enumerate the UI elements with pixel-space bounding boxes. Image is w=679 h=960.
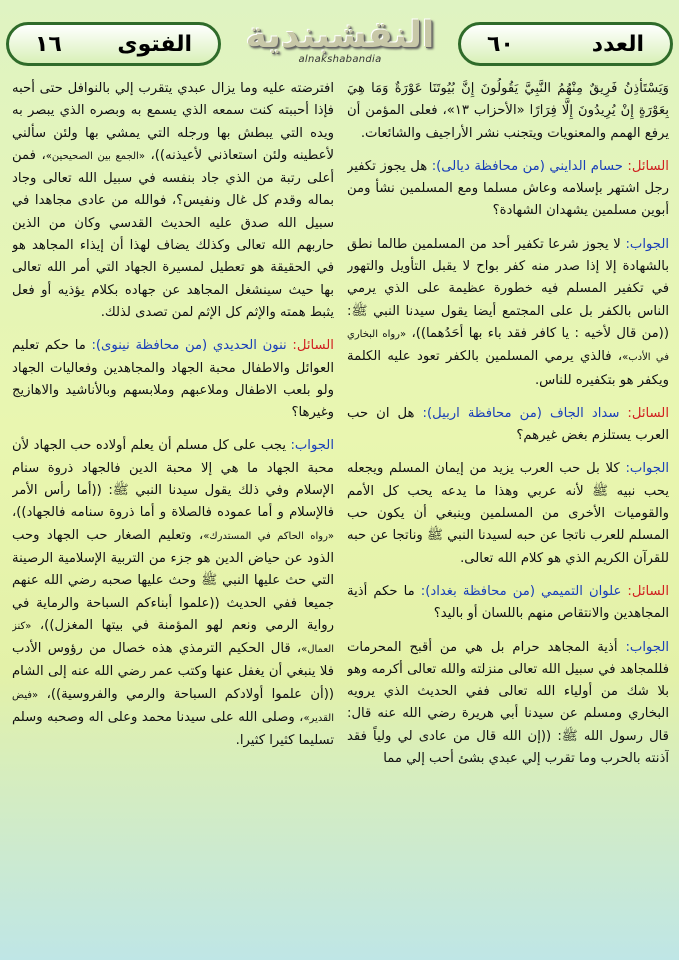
answer-3: [347, 637, 669, 771]
question-4: [12, 335, 334, 424]
answer-4: [12, 435, 334, 752]
right-column: [347, 78, 669, 956]
answer-text-4: ، وصلى الله على سيدنا محمد وعلى اله وصحبه وسلم تسليما كثيرا كثيرا.: [12, 710, 334, 749]
verse-reference: «الأحزاب ١٣»: [446, 103, 525, 119]
asker-label: السائل:: [627, 583, 669, 599]
answer-text: كلا بل حب العرب يزيد من إيمان المسلم ويجعله يحب نبيه ﷺ لأنه عربي وهذا ما يدعه يحب كل الأمم والقوميات الأخرى من المسلمين وينبغي أن يكون حب المسلم للعرب ناتجا عن حبه لسيدنا النبي ﷺ وناتجا عن حبه للقرآن الكريم الذي هو كلام الله تعالى.: [347, 461, 669, 566]
answer-text: لا يجوز شرعا تكفير أحد من المسلمين طالما نطق بالشهادة إلا إذا صدر منه كفر بواح لا يقبل التأويل والتهور في تكفير المسلم فيه خطورة عظيمة على الذي يرمي الناس بالكفر بل على المجتمع أيضا يقول سيدنا النبي ﷺ: ((من قال لأخيه : يا كافر فقد باء بها أحَدُهما))،: [347, 236, 669, 341]
question-text: ما حكم تعليم العوائل والاطفال محبة الجهاد والمجاهدين وفعاليات الجهاد ولو بلعب الاطفال وملاعبهم وملابسهم وبالأناشيد والاهازيج وغيرها؟: [12, 338, 334, 421]
hadith-reference-1: «رواه الحاكم في المستدرك»: [203, 530, 334, 542]
logo-title: النقشبندية: [245, 14, 435, 56]
issue-value: ٦٠: [487, 31, 514, 57]
asker-label: السائل:: [627, 405, 669, 421]
question-1: [347, 156, 669, 223]
continued-tail: ، فمن أعلى رتبة من الذي جاد بنفسه في سبيل الله تعالى وجاد بماله وقدم كل غال ونفيس؟، فوالله من عادى مجاهدا في سبيل الله صدق عليه الحديث القدسي وكان من الذين حاربهم الله تعالى وكذلك يضاف لهذا أن إيذاء المجاهد هو في الحقيقة هو تعطيل لمسيرة الجهاد التي أمر الله تعالى بها حيث سينشغل المجاهد عن جهاده بكلام يؤذيه أو فعل يثبط همته والإثم كل الإثم لمن تصدى لذلك.: [12, 147, 334, 320]
continued-text: افترضته عليه وما يزال عبدي يتقرب إلي بالنوافل حتى أحبه فإذا أحببته كنت سمعه الذي يسمع به وبصره الذي يبصر به ويده التي يبطش بها ورجله التي يمشي بها ولئن سألني لأعطينه ولئن استعاذني لأعيذنه))،: [12, 81, 334, 163]
issue-label: العدد: [591, 31, 644, 57]
hadith-reference: «رواه البخاري في الأدب»: [347, 328, 669, 364]
answer-label: الجواب:: [625, 236, 669, 252]
asker-label: السائل:: [292, 338, 334, 354]
answer-3-continued: [12, 78, 334, 324]
question-3: [347, 581, 669, 626]
hadith-reference-2: «كنز العمال»: [12, 620, 334, 656]
fatwa-label: الفتوى: [117, 31, 192, 57]
logo-url: alnakshabandia: [298, 53, 382, 65]
asker-name: حسام الدايني (من محافظة ديالى):: [431, 158, 623, 174]
hadith-reference: «الجمع بين الصحيحين»: [45, 150, 145, 162]
answer-label: الجواب:: [290, 438, 334, 454]
asker-label: السائل:: [627, 158, 669, 174]
answer-text-2: ، وتعليم الصغار حب الجهاد وحب الذود عن حياض الدين هو جزء من التربية الإسلامية الرصينة التي حث عليها النبي ﷺ وحث عليها صحبه رضي الله عنهم جميعا ففي الحديث ((علموا أبناءكم السباحة والرماية في رواية الرمي ونعم لهو المؤمنة في بيتها المغزل))،: [12, 527, 334, 633]
issue-number-badge: [458, 22, 673, 66]
answer-text-1: يجب على كل مسلم أن يعلم أولاده حب الجهاد لأن محبة الجهاد ما هي إلا محبة الدين فالجهاد ذروة سنام الإسلام وفي ذلك يقول سيدنا النبي ﷺ: ((أما رأس الأمر فالإسلام و أما عموده فالصلاة و أما ذروة سنامه فالجهاد))،: [12, 438, 334, 521]
answer-2: [347, 458, 669, 569]
fatwa-value: ١٦: [35, 31, 62, 57]
magazine-logo: [238, 8, 442, 72]
answer-text-3: ، قال الحكيم الترمذي هذه خصال من رؤوس الأدب فلا ينبغي أن يغفل عنها وكتب عمر رضي الله عنه إلى الشام ((أن علموا أولادكم السباحة والرمي والفروسية))،: [12, 641, 334, 702]
question-2: [347, 403, 669, 448]
quran-verse: وَيَسْتَأْذِنُ فَرِيقٌ مِنْهُمُ النَّبِيَّ يَقُولُونَ إِنَّ بُيُوتَنَا عَوْرَةٌ وَمَا هِيَ بِعَوْرَةٍ إِنْ يُرِيدُونَ إِلَّا فِرَارًا: [347, 81, 669, 119]
intro-paragraph: [347, 78, 669, 145]
intro-tail: ، فعلى المؤمن أن يرفع الهمم والمعنويات ويتجنب نشر الأراجيف والشائعات.: [347, 103, 669, 141]
question-text: هل ان حب العرب يستلزم بغض غيرهم؟: [347, 405, 669, 444]
asker-name: سداد الجاف (من محافظة اربيل):: [422, 405, 620, 421]
asker-name: ننون الحديدي (من محافظة نينوى):: [91, 338, 287, 354]
answer-label: الجواب:: [625, 461, 669, 477]
answer-label: الجواب:: [625, 639, 669, 655]
answer-text: أذية المجاهد حرام بل هي من أقبح المحرمات فللمجاهد في سبيل الله تعالى منزلته والله تعالى أكرمه وهو بلا شك من أولياء الله تعالى ففي الحديث الذي يرويه البخاري ومسلم عن سيدنا أبي هريرة رضي الله عنه قال: قال رسول الله ﷺ: ((إن الله قال من عادى لي ولياً فقد آذنته بالحرب وما تقرب إلي عبدي بشئ أحب إلي مما: [347, 639, 669, 767]
answer-tail: ، فالذي يرمي المسلمين بالكفر تعود عليه الكلمة ويكفر هو بتكفيره للناس.: [347, 349, 669, 388]
fatwa-number-badge: [6, 22, 221, 66]
answer-1: [347, 234, 669, 392]
question-text: ما حكم أذية المجاهدين والانتقاص منهم باللسان أو باليد؟: [347, 583, 669, 622]
left-column: [12, 78, 334, 956]
question-text: هل يجوز تكفير رجل اشتهر بإسلامه وعاش مسلما ومع المسلمين نشأ ومن أبوين مسلمين يشهدان الشهادة؟: [347, 158, 669, 219]
hadith-reference-3: «فيض القدير»: [12, 689, 334, 725]
page-header: [0, 0, 679, 72]
asker-name: علوان التميمي (من محافظة بغداد):: [420, 583, 622, 599]
